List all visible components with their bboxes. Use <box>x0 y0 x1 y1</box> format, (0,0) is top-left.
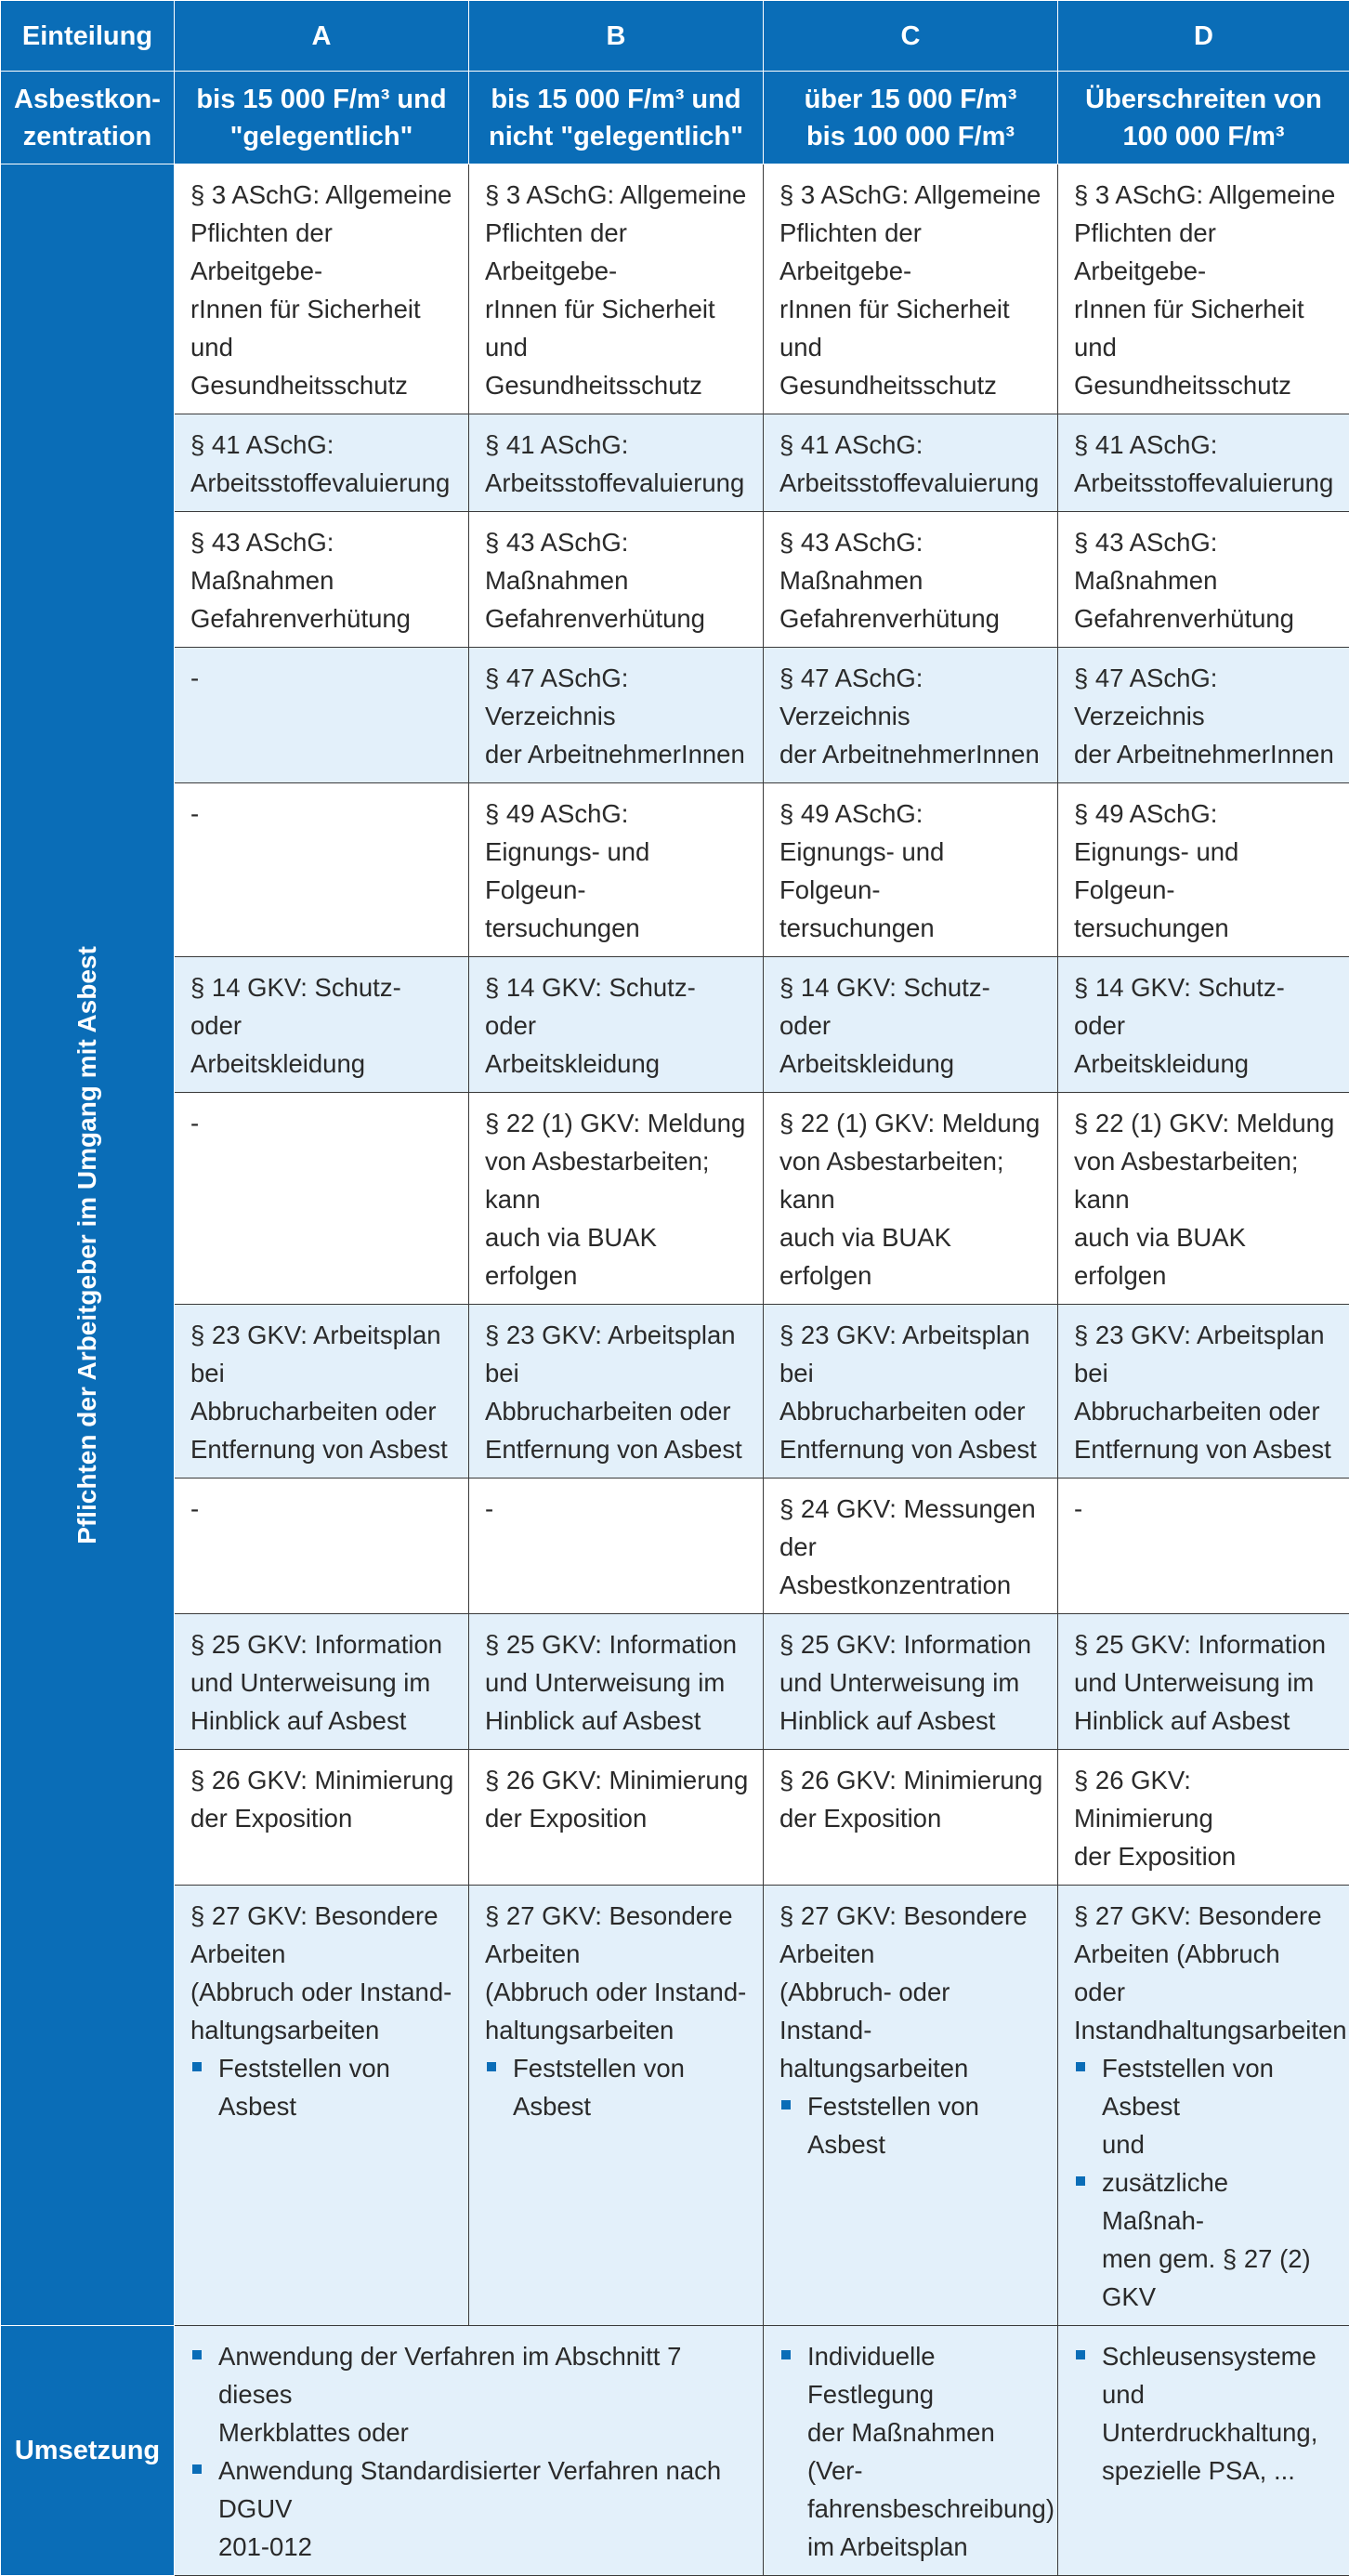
table-cell: § 26 GKV: Minimierung der Exposition <box>764 1750 1058 1886</box>
table-cell: § 25 GKV: Information und Unterweisung im Hinblick auf Asbest <box>764 1614 1058 1750</box>
side-label-cell <box>1 164 175 2326</box>
obligation-row <box>1 512 1349 648</box>
concentration-a: bis 15 000 F/m³ und "gelegentlich" <box>175 72 469 164</box>
table-cell: § 47 ASchG: Verzeichnis der ArbeitnehmerInnen <box>1058 648 1349 783</box>
list-item: Feststellen von Asbest <box>485 2049 750 2125</box>
table-cell: § 47 ASchG: Verzeichnis der ArbeitnehmerInnen <box>764 648 1058 783</box>
table-cell: § 26 GKV: Minimierung der Exposition <box>1058 1750 1349 1886</box>
table-cell: § 43 ASchG: Maßnahmen Gefahrenverhütung <box>1058 512 1349 648</box>
obligation-row <box>1 1093 1349 1305</box>
umsetzung-d-list <box>1074 2337 1336 2490</box>
row27-b-text: § 27 GKV: Besondere Arbeiten (Abbruch oder Instand- haltungsarbeiten <box>485 1897 750 2049</box>
list-item: Anwendung der Verfahren im Abschnitt 7 dieses Merkblattes oder <box>190 2337 750 2451</box>
obligation-row <box>1 414 1349 512</box>
row-section-27 <box>1 1886 1349 2326</box>
obligation-row <box>1 1750 1349 1886</box>
table-cell: § 22 (1) GKV: Meldung von Asbestarbeiten; kann auch via BUAK erfolgen <box>764 1093 1058 1305</box>
table-cell: § 25 GKV: Information und Unterweisung im Hinblick auf Asbest <box>175 1614 469 1750</box>
table-cell: § 22 (1) GKV: Meldung von Asbestarbeiten; kann auch via BUAK erfolgen <box>469 1093 764 1305</box>
concentration-row <box>1 72 1349 164</box>
concentration-label: Asbestkon- zentration <box>1 72 175 164</box>
table-cell: § 24 GKV: Messungen der Asbestkonzentration <box>764 1479 1058 1614</box>
umsetzung-ab <box>175 2326 764 2576</box>
obligation-row <box>1 1479 1349 1614</box>
umsetzung-c <box>764 2326 1058 2576</box>
table-cell: § 25 GKV: Information und Unterweisung im Hinblick auf Asbest <box>469 1614 764 1750</box>
umsetzung-c-list <box>779 2337 1044 2566</box>
list-item: Feststellen von Asbest und <box>1074 2049 1336 2163</box>
obligation-row <box>1 783 1349 957</box>
row27-a <box>175 1886 469 2326</box>
table-cell: § 23 GKV: Arbeitsplan bei Abbrucharbeiten oder Entfernung von Asbest <box>175 1305 469 1479</box>
table-cell: § 43 ASchG: Maßnahmen Gefahrenverhütung <box>175 512 469 648</box>
col-header-d: D <box>1058 1 1349 72</box>
concentration-d: Überschreiten von 100 000 F/m³ <box>1058 72 1349 164</box>
table-cell: § 3 ASchG: Allgemeine Pflichten der Arbeitgebe- rInnen für Sicherheit und Gesundheitsschutz <box>469 164 764 414</box>
table-cell: - <box>175 1479 469 1614</box>
row27-d-text: § 27 GKV: Besondere Arbeiten (Abbruch oder Instandhaltungsarbeiten <box>1074 1897 1336 2049</box>
list-item: Feststellen von Asbest <box>779 2087 1044 2163</box>
table-cell: § 14 GKV: Schutz- oder Arbeitskleidung <box>175 957 469 1093</box>
table-cell: § 41 ASchG: Arbeitsstoffevaluierung <box>764 414 1058 512</box>
obligation-row <box>1 1614 1349 1750</box>
row27-b-bullets <box>485 2049 750 2125</box>
table-cell: § 49 ASchG: Eignungs- und Folgeun- tersuchungen <box>1058 783 1349 957</box>
row27-c <box>764 1886 1058 2326</box>
side-label: Pflichten der Arbeitgeber im Umgang mit Asbest <box>71 946 104 1544</box>
table-cell: § 25 GKV: Information und Unterweisung im Hinblick auf Asbest <box>1058 1614 1349 1750</box>
table-cell: - <box>469 1479 764 1614</box>
table-cell: § 3 ASchG: Allgemeine Pflichten der Arbeitgebe- rInnen für Sicherheit und Gesundheitsschutz <box>175 164 469 414</box>
table-cell: § 3 ASchG: Allgemeine Pflichten der Arbeitgebe- rInnen für Sicherheit und Gesundheitsschutz <box>764 164 1058 414</box>
row27-c-bullets <box>779 2087 1044 2163</box>
umsetzung-ab-list <box>190 2337 750 2566</box>
table-cell: § 23 GKV: Arbeitsplan bei Abbrucharbeiten oder Entfernung von Asbest <box>469 1305 764 1479</box>
list-item: Individuelle Festlegung der Maßnahmen (Ver- fahrensbeschreibung) im Arbeitsplan <box>779 2337 1044 2566</box>
table-cell: § 47 ASchG: Verzeichnis der ArbeitnehmerInnen <box>469 648 764 783</box>
col-header-b: B <box>469 1 764 72</box>
table-cell: § 22 (1) GKV: Meldung von Asbestarbeiten; kann auch via BUAK erfolgen <box>1058 1093 1349 1305</box>
table-cell: § 14 GKV: Schutz- oder Arbeitskleidung <box>1058 957 1349 1093</box>
table-cell: § 3 ASchG: Allgemeine Pflichten der Arbeitgebe- rInnen für Sicherheit und Gesundheitsschutz <box>1058 164 1349 414</box>
table-cell: § 43 ASchG: Maßnahmen Gefahrenverhütung <box>469 512 764 648</box>
list-item: Schleusensysteme und Unterdruckhaltung, spezielle PSA, ... <box>1074 2337 1336 2490</box>
table-cell: § 14 GKV: Schutz- oder Arbeitskleidung <box>469 957 764 1093</box>
row27-c-text: § 27 GKV: Besondere Arbeiten (Abbruch- oder Instand- haltungsarbeiten <box>779 1897 1044 2087</box>
concentration-b: bis 15 000 F/m³ und nicht "gelegentlich" <box>469 72 764 164</box>
list-item: zusätzliche Maßnah- men gem. § 27 (2) GKV <box>1074 2163 1336 2316</box>
einteilung-header: Einteilung <box>1 1 175 72</box>
row27-d <box>1058 1886 1349 2326</box>
table-cell: § 49 ASchG: Eignungs- und Folgeun- tersuchungen <box>764 783 1058 957</box>
umsetzung-label: Umsetzung <box>1 2326 175 2576</box>
obligation-row <box>1 648 1349 783</box>
table-cell: § 26 GKV: Minimierung der Exposition <box>469 1750 764 1886</box>
table-cell: § 41 ASchG: Arbeitsstoffevaluierung <box>469 414 764 512</box>
table-cell: § 26 GKV: Minimierung der Exposition <box>175 1750 469 1886</box>
table-cell: § 23 GKV: Arbeitsplan bei Abbrucharbeiten oder Entfernung von Asbest <box>1058 1305 1349 1479</box>
col-header-c: C <box>764 1 1058 72</box>
row27-a-text: § 27 GKV: Besondere Arbeiten (Abbruch oder Instand- haltungsarbeiten <box>190 1897 455 2049</box>
table-cell: § 41 ASchG: Arbeitsstoffevaluierung <box>175 414 469 512</box>
concentration-c: über 15 000 F/m³ bis 100 000 F/m³ <box>764 72 1058 164</box>
table-cell: § 43 ASchG: Maßnahmen Gefahrenverhütung <box>764 512 1058 648</box>
row27-a-bullets <box>190 2049 455 2125</box>
table-cell: - <box>175 648 469 783</box>
table-cell: § 41 ASchG: Arbeitsstoffevaluierung <box>1058 414 1349 512</box>
umsetzung-row <box>1 2326 1349 2576</box>
list-item: Feststellen von Asbest <box>190 2049 455 2125</box>
obligation-row <box>1 1305 1349 1479</box>
obligation-row <box>1 164 1349 414</box>
table-cell: § 23 GKV: Arbeitsplan bei Abbrucharbeiten oder Entfernung von Asbest <box>764 1305 1058 1479</box>
header-row <box>1 1 1349 72</box>
row27-b <box>469 1886 764 2326</box>
row27-d-bullets <box>1074 2049 1336 2316</box>
table-cell: - <box>175 783 469 957</box>
table-cell: - <box>1058 1479 1349 1614</box>
table-cell: § 49 ASchG: Eignungs- und Folgeun- tersuchungen <box>469 783 764 957</box>
table-cell: § 14 GKV: Schutz- oder Arbeitskleidung <box>764 957 1058 1093</box>
list-item: Anwendung Standardisierter Verfahren nach DGUV 201-012 <box>190 2451 750 2566</box>
col-header-a: A <box>175 1 469 72</box>
umsetzung-d <box>1058 2326 1349 2576</box>
table-cell: - <box>175 1093 469 1305</box>
obligation-row <box>1 957 1349 1093</box>
